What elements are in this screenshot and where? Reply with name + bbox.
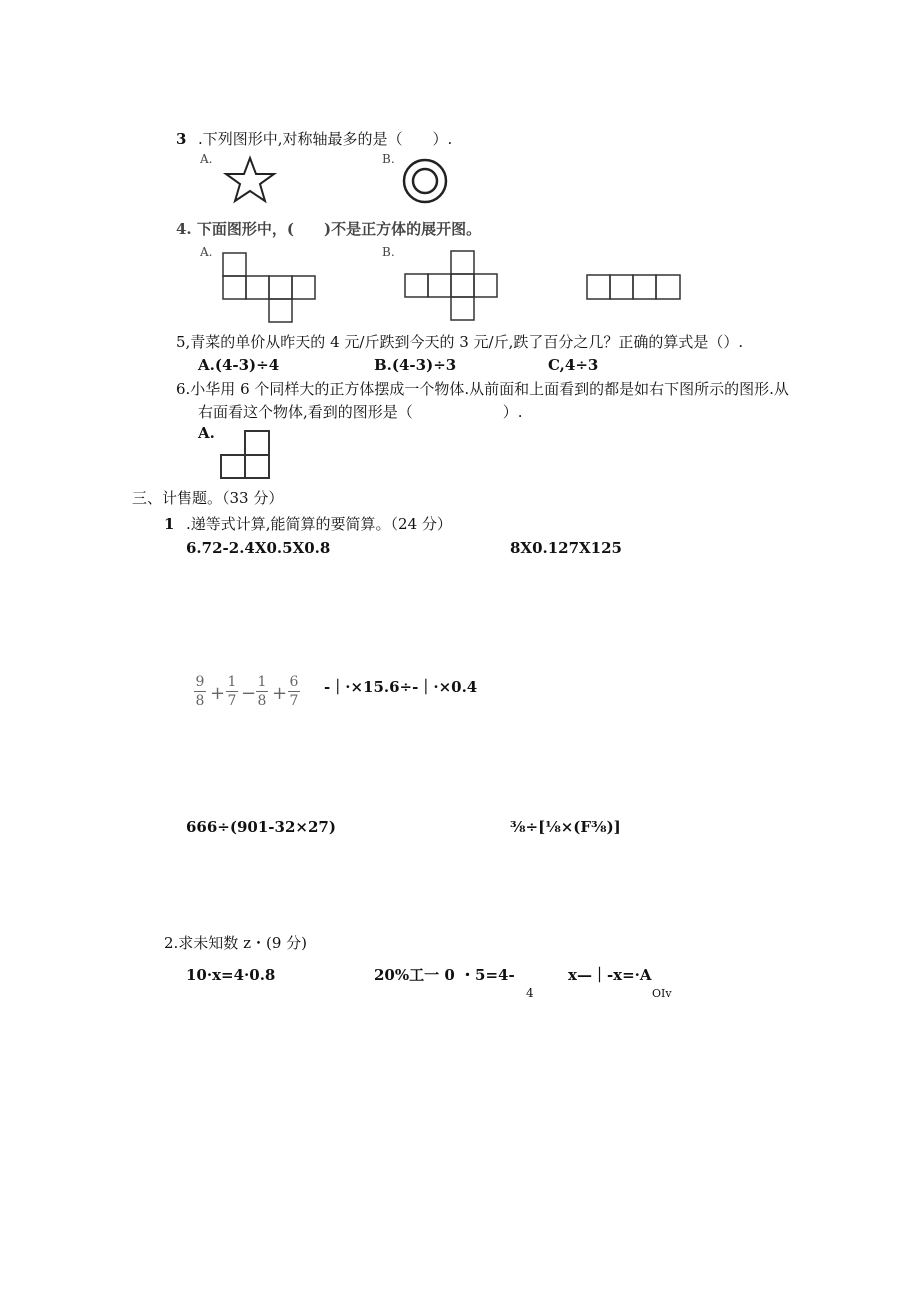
op2: − <box>241 683 257 704</box>
frac2-num: 1 <box>227 674 237 690</box>
equation-2-subscript: 4 <box>526 986 534 1000</box>
cube-net-c <box>586 274 684 302</box>
q3-number: 3 <box>176 130 187 148</box>
equation-3-subscript: OIv <box>652 987 672 1000</box>
expr-2: 8X0.127X125 <box>510 539 622 557</box>
frac1-den: 8 <box>195 693 205 709</box>
part1-text: .递等式计算,能简算的要简算。（24 分） <box>186 515 452 533</box>
section3-title: 三、计售题。（33 分） <box>132 489 284 507</box>
star-shape <box>222 156 278 204</box>
equation-1: 10·x=4·0.8 <box>186 966 276 984</box>
q6-option-a: A. <box>198 424 215 442</box>
part1-number: 1 <box>164 515 175 533</box>
frac2-den: 7 <box>227 693 237 709</box>
q5-text: 5,青菜的单价从昨天的 4 元/斤跌到今天的 3 元/斤,跌了百分之几？正确的算式是（）. <box>176 333 744 351</box>
expr-1: 6.72-2.4X0.5X0.8 <box>186 539 331 557</box>
expr-5: 666÷(901-32×27) <box>186 818 336 836</box>
op1: + <box>210 683 226 704</box>
cube-net-b <box>404 250 504 324</box>
cube-net-a <box>222 252 322 324</box>
q6-line2: 右面看这个物体,看到的图形是（ ）. <box>198 403 523 421</box>
concentric-circles-shape <box>402 156 452 206</box>
frac3-den: 8 <box>257 693 267 709</box>
q4-option-b: B. <box>382 245 395 259</box>
expr-4: -｜·×15.6÷-｜·×0.4 <box>324 678 478 696</box>
q3-option-b: B. <box>382 152 395 166</box>
frac4-num: 6 <box>289 674 299 690</box>
frac1-num: 9 <box>195 674 205 690</box>
frac3-num: 1 <box>257 674 267 690</box>
q5-option-a: A.(4-3)÷4 <box>198 356 280 374</box>
equation-3: x—｜-x=·A <box>568 966 652 984</box>
q3-text: .下列图形中,对称轴最多的是（ ）. <box>198 130 453 148</box>
q3-option-a: A. <box>200 152 213 166</box>
q6-line1: 6.小华用 6 个同样大的正方体摆成一个物体.从前面和上面看到的都是如右下图所示的图形.从 <box>176 380 789 398</box>
q5-option-c: C,4÷3 <box>548 356 599 374</box>
expr-3-fraction <box>194 674 324 714</box>
q4-text: 4. 下面图形中，( )不是正方体的展开图。 <box>176 220 482 238</box>
q5-option-b: B.(4-3)÷3 <box>374 356 457 374</box>
equation-2: 20%工一 0 ・5=4- <box>374 966 515 984</box>
op3: + <box>272 683 288 704</box>
q4-option-a: A. <box>200 245 213 259</box>
part2-text: 2.求未知数 z・(9 分) <box>164 934 307 952</box>
frac4-den: 7 <box>289 693 299 709</box>
expr-6: ⅜÷[⅛×(F⅜)] <box>510 818 621 836</box>
view-shape-a <box>220 430 272 480</box>
